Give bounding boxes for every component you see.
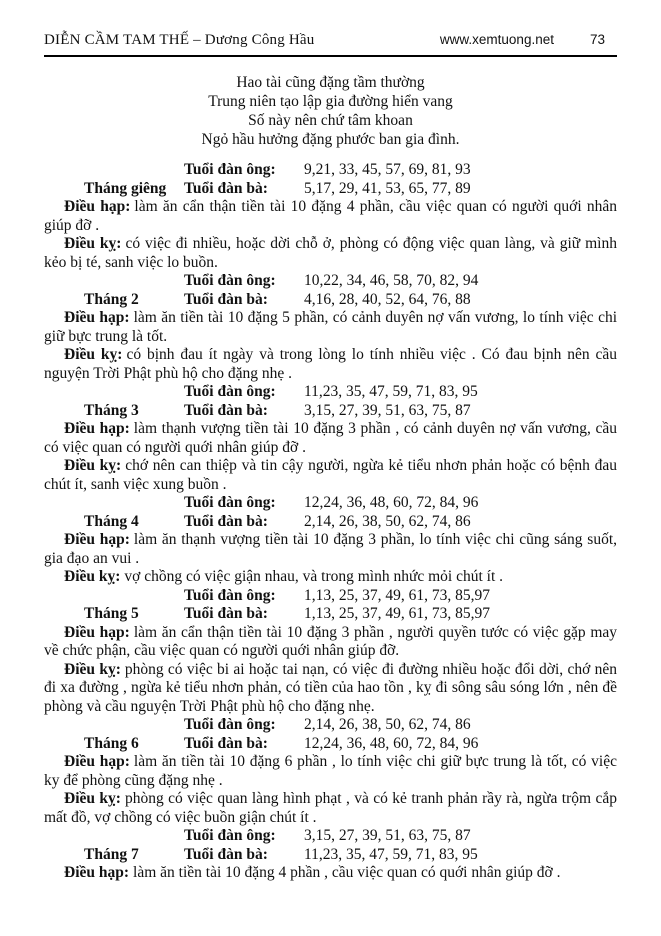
women-ages-row — [44, 735, 617, 754]
hap-text: làm ăn thạnh vượng tiền tài 10 đặng 3 phần, lo tính việc chi cũng sáng suốt, gia đạo an vui . — [44, 531, 618, 567]
page-header — [44, 32, 617, 49]
women-ages-label: Tuổi đàn bà: — [184, 179, 268, 197]
women-ages-label: Tuổi đàn bà: — [184, 401, 268, 419]
hap-text: làm ăn tiền tài 10 đặng 6 phần , lo tính việc chi giữ bực trung là tốt, có việc ky để phòng cũng đặng nhẹ . — [44, 753, 617, 789]
men-ages-row — [44, 272, 617, 291]
hap-paragraph — [44, 531, 617, 568]
men-ages-row — [44, 383, 617, 402]
women-ages-values: 5,17, 29, 41, 53, 65, 77, 89 — [304, 179, 471, 197]
ky-paragraph — [44, 457, 617, 494]
women-ages-row — [44, 180, 617, 199]
hap-text: làm thạnh vượng tiền tài 10 đặng 3 phần , có cảnh duyên nợ vấn vương, cầu có việc quan có người quới nhân giúp đỡ . — [44, 420, 617, 456]
poem — [44, 73, 617, 149]
ky-text: phòng có việc bi ai hoặc tai nạn, có việc đi đường nhiều hoặc đổi dời, chớ nên đi xa đường , ngừa kẻ tiểu nhơn phản, có tiền của hao tồn , kỵ đi sông sâu sóng lớn , nên đề phòng và cầu nguyện Trời Phật phù hộ cho đặng nhẹ. — [44, 660, 617, 715]
ky-text: có bịnh đau ít ngày và trong lòng lo tính nhiều việc . Có đau bịnh nên cầu nguyện Trời Phật phù hộ cho đặng nhẹ . — [44, 346, 617, 382]
month-name: Tháng 6 — [84, 734, 139, 752]
ky-label: Điều kỵ: — [64, 235, 122, 252]
poem-line: Ngỏ hầu hưởng đặng phước ban gia đình. — [201, 131, 460, 148]
header-page-number: 73 — [589, 32, 605, 47]
month-section — [44, 716, 617, 827]
women-ages-values: 4,16, 28, 40, 52, 64, 76, 88 — [304, 290, 471, 308]
month-name-spacer — [84, 272, 184, 291]
men-ages-values: 9,21, 33, 45, 57, 69, 81, 93 — [304, 161, 471, 178]
header-site-url: www.xemtuong.net — [439, 32, 554, 47]
ky-text: vợ chồng có việc giận nhau, và trong mình nhức mỏi chút ít . — [124, 568, 504, 585]
women-ages-label: Tuổi đàn bà: — [184, 734, 268, 752]
men-ages-label: Tuổi đàn ông: — [184, 494, 276, 511]
header-title: DIỄN CẦM TAM THẾ – Dương Công Hầu — [44, 32, 315, 48]
men-ages-row — [44, 161, 617, 180]
women-ages-values: 2,14, 26, 38, 50, 62, 74, 86 — [304, 512, 471, 530]
ky-label: Điều kỵ: — [64, 457, 122, 474]
month-name-spacer — [84, 827, 184, 846]
month-section — [44, 272, 617, 383]
men-ages-values: 10,22, 34, 46, 58, 70, 82, 94 — [304, 272, 479, 289]
women-ages-label: Tuổi đàn bà: — [184, 290, 268, 308]
ky-label: Điều kỵ: — [64, 568, 121, 585]
hap-label: Điều hạp: — [64, 623, 130, 641]
women-ages-values: 11,23, 35, 47, 59, 71, 83, 95 — [304, 845, 478, 863]
month-name-spacer — [84, 494, 184, 513]
hap-text: làm ăn cẩn thận tiền tài 10 đặng 3 phần , người quyền tước có việc gặp may về chức phận, cầu việc quan có người quới nhân giúp đỡ. — [44, 623, 617, 659]
ky-paragraph — [44, 790, 617, 827]
month-name: Tháng 4 — [84, 512, 139, 530]
hap-paragraph — [44, 624, 617, 661]
poem-line: Hao tài cũng đặng tầm thường — [236, 74, 425, 91]
month-section — [44, 494, 617, 587]
ky-paragraph — [44, 235, 617, 272]
hap-paragraph — [44, 753, 617, 790]
month-name: Tháng 7 — [84, 845, 139, 863]
month-name: Tháng 5 — [84, 605, 139, 622]
women-ages-row — [44, 291, 617, 310]
hap-paragraph — [44, 864, 617, 883]
men-ages-values: 11,23, 35, 47, 59, 71, 83, 95 — [304, 383, 478, 400]
ky-label: Điều kỵ: — [64, 346, 123, 363]
month-name: Tháng 2 — [84, 290, 139, 308]
men-ages-label: Tuổi đàn ông: — [184, 272, 276, 289]
men-ages-values: 1,13, 25, 37, 49, 61, 73, 85,97 — [304, 586, 490, 604]
men-ages-row — [44, 827, 617, 846]
header-right — [440, 32, 617, 47]
hap-label: Điều hạp: — [64, 864, 130, 881]
men-ages-values: 2,14, 26, 38, 50, 62, 74, 86 — [304, 716, 471, 733]
month-name-spacer — [84, 716, 184, 735]
women-ages-row — [44, 513, 617, 532]
men-ages-row — [44, 716, 617, 735]
ky-text: phòng có việc quan làng hình phạt , và có kẻ tranh phản rầy rà, ngừa trộm cắp mất đồ, vợ chồng có việc buồn giận chút ít . — [44, 790, 617, 826]
month-name-spacer — [84, 383, 184, 402]
months — [44, 161, 617, 883]
ky-text: có việc đi nhiều, hoặc dời chỗ ở, phòng có động việc quan làng, và giữ mình kẻo bị té, sanh việc lo buồn. — [44, 235, 617, 271]
hap-label: Điều hạp: — [64, 198, 131, 215]
women-ages-row — [44, 846, 617, 865]
women-ages-values: 3,15, 27, 39, 51, 63, 75, 87 — [304, 401, 471, 419]
month-name-spacer — [84, 161, 184, 180]
men-ages-values: 3,15, 27, 39, 51, 63, 75, 87 — [304, 827, 471, 844]
women-ages-values: 1,13, 25, 37, 49, 61, 73, 85,97 — [304, 605, 490, 622]
women-ages-row — [44, 605, 617, 624]
hap-label: Điều hạp: — [64, 420, 130, 437]
month-name: Tháng giêng — [84, 179, 167, 197]
ky-label: Điều kỵ: — [64, 660, 121, 678]
month-section — [44, 827, 617, 883]
month-section — [44, 383, 617, 494]
hap-paragraph — [44, 420, 617, 457]
month-name-spacer — [84, 587, 184, 606]
women-ages-label: Tuổi đàn bà: — [184, 845, 268, 863]
men-ages-values: 12,24, 36, 48, 60, 72, 84, 96 — [304, 494, 479, 511]
ky-label: Điều kỵ: — [64, 790, 121, 807]
month-section — [44, 587, 617, 717]
hap-text: làm ăn cẩn thận tiền tài 10 đặng 4 phần, cầu việc quan có người quới nhân giúp đỡ . — [44, 198, 617, 234]
ky-paragraph — [44, 661, 617, 717]
ky-paragraph — [44, 568, 617, 587]
women-ages-label: Tuổi đàn bà: — [184, 605, 268, 622]
hap-label: Điều hạp: — [64, 309, 130, 326]
men-ages-row — [44, 494, 617, 513]
women-ages-label: Tuổi đàn bà: — [184, 512, 268, 530]
month-section — [44, 161, 617, 272]
header-rule — [44, 55, 617, 57]
men-ages-label: Tuổi đàn ông: — [184, 383, 276, 400]
women-ages-values: 12,24, 36, 48, 60, 72, 84, 96 — [304, 734, 479, 752]
hap-paragraph — [44, 198, 617, 235]
women-ages-row — [44, 402, 617, 421]
men-ages-label: Tuổi đàn ông: — [184, 161, 276, 178]
hap-text: làm ăn tiền tài 10 đặng 4 phần , cầu việc quan có quới nhân giúp đỡ . — [133, 864, 561, 881]
hap-paragraph — [44, 309, 617, 346]
hap-label: Điều hạp: — [64, 531, 130, 548]
poem-line: Trung niên tạo lập gia đường hiển vang — [208, 93, 453, 110]
men-ages-label: Tuổi đàn ông: — [184, 716, 276, 733]
ky-paragraph — [44, 346, 617, 383]
hap-text: làm ăn tiền tài 10 đặng 5 phần, có cảnh duyên nợ vấn vương, lo tính việc chi giữ bực trung là tốt. — [44, 309, 618, 345]
hap-label: Điều hạp: — [64, 753, 130, 770]
month-name: Tháng 3 — [84, 401, 139, 419]
poem-line: Số này nên chứ tâm khoan — [248, 112, 413, 129]
men-ages-label: Tuổi đàn ông: — [184, 827, 276, 844]
ky-text: chớ nên can thiệp và tin cậy người, ngừa kẻ tiểu nhơn phản hoặc có bệnh đau chút ít, sanh việc xung buồn . — [44, 457, 617, 493]
men-ages-row — [44, 587, 617, 606]
men-ages-label: Tuổi đàn ông: — [184, 586, 276, 604]
